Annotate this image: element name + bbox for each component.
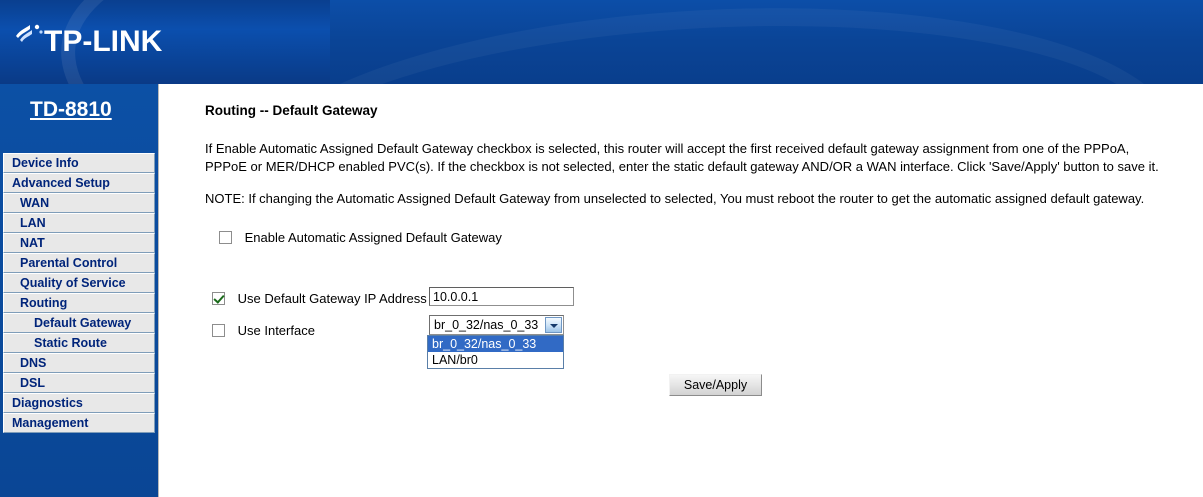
sidebar-item-label: NAT bbox=[20, 236, 45, 250]
sidebar-item-label: Routing bbox=[20, 296, 68, 310]
header-banner bbox=[0, 0, 1203, 84]
page-title: Routing -- Default Gateway bbox=[205, 103, 378, 118]
save-apply-button[interactable]: Save/Apply bbox=[669, 374, 762, 396]
device-model-label bbox=[0, 84, 158, 132]
sidebar-item-default-gateway[interactable] bbox=[3, 313, 155, 333]
sidebar-item-advanced-setup[interactable] bbox=[3, 173, 155, 193]
use-interface-checkbox[interactable] bbox=[212, 324, 225, 337]
sidebar-item-dns[interactable] bbox=[3, 353, 155, 373]
sidebar-item-dsl[interactable] bbox=[3, 373, 155, 393]
use-default-gateway-ip-row[interactable] bbox=[212, 291, 427, 306]
sidebar-item-quality-of-service[interactable] bbox=[3, 273, 155, 293]
main-content bbox=[158, 84, 1203, 497]
sidebar-item-nat[interactable] bbox=[3, 233, 155, 253]
sidebar-item-label: Static Route bbox=[34, 336, 107, 350]
sidebar-item-static-route[interactable] bbox=[3, 333, 155, 353]
enable-auto-gateway-checkbox[interactable] bbox=[219, 231, 232, 244]
sidebar-item-parental-control[interactable] bbox=[3, 253, 155, 273]
sidebar-item-label: Parental Control bbox=[20, 256, 118, 270]
sidebar-item-device-info[interactable] bbox=[3, 153, 155, 173]
sidebar-item-label: Management bbox=[12, 416, 89, 430]
tp-link-logo-icon bbox=[14, 22, 44, 48]
use-default-gateway-ip-checkbox[interactable] bbox=[212, 292, 225, 305]
chevron-down-icon[interactable] bbox=[545, 317, 562, 333]
sidebar-item-lan[interactable] bbox=[3, 213, 155, 233]
default-gateway-ip-input[interactable] bbox=[429, 287, 574, 306]
sidebar-item-label: Quality of Service bbox=[20, 276, 126, 290]
interface-select-dropdown[interactable] bbox=[427, 335, 564, 369]
sidebar-item-label: DNS bbox=[20, 356, 47, 370]
sidebar-item-label: DSL bbox=[20, 376, 45, 390]
sidebar-item-label: Default Gateway bbox=[34, 316, 132, 330]
sidebar-item-management[interactable] bbox=[3, 413, 155, 433]
sidebar-item-wan[interactable] bbox=[3, 193, 155, 213]
use-interface-row[interactable] bbox=[212, 323, 315, 338]
use-default-gateway-ip-label: Use Default Gateway IP Address bbox=[237, 291, 427, 306]
interface-select-value: br_0_32/nas_0_33 bbox=[434, 318, 539, 332]
interface-option-0[interactable]: br_0_32/nas_0_33 bbox=[428, 336, 563, 352]
interface-select[interactable] bbox=[429, 315, 564, 335]
enable-auto-gateway-label: Enable Automatic Assigned Default Gateway bbox=[244, 230, 502, 245]
sidebar-item-label: LAN bbox=[20, 216, 46, 230]
interface-option-1[interactable]: LAN/br0 bbox=[432, 353, 478, 367]
sidebar-item-label: WAN bbox=[20, 196, 50, 210]
description-paragraph-1: If Enable Automatic Assigned Default Gateway checkbox is selected, this router will accept the first received default gateway assignment from one of the PPPoA, PPPoE or MER/DHCP enabled PVC(s). If the checkbox is not selected, enter the static default gateway AND/OR a WAN interface. Click 'Save/Apply' button to save it. bbox=[205, 141, 1159, 174]
brand-name: TP-LINK bbox=[44, 25, 163, 58]
sidebar-item-label: Advanced Setup bbox=[12, 176, 110, 190]
device-model-text: TD-8810 bbox=[30, 98, 112, 121]
enable-auto-gateway-row[interactable] bbox=[219, 230, 502, 245]
sidebar-menu bbox=[3, 153, 155, 433]
sidebar-item-label: Device Info bbox=[12, 156, 79, 170]
sidebar-item-label: Diagnostics bbox=[12, 396, 83, 410]
description-paragraph-2: NOTE: If changing the Automatic Assigned Default Gateway from unselected to selected, You must reboot the router to get the automatic assigned default gateway. bbox=[205, 191, 1145, 206]
sidebar-item-diagnostics[interactable] bbox=[3, 393, 155, 413]
use-interface-label: Use Interface bbox=[237, 323, 315, 338]
sidebar-item-routing[interactable] bbox=[3, 293, 155, 313]
